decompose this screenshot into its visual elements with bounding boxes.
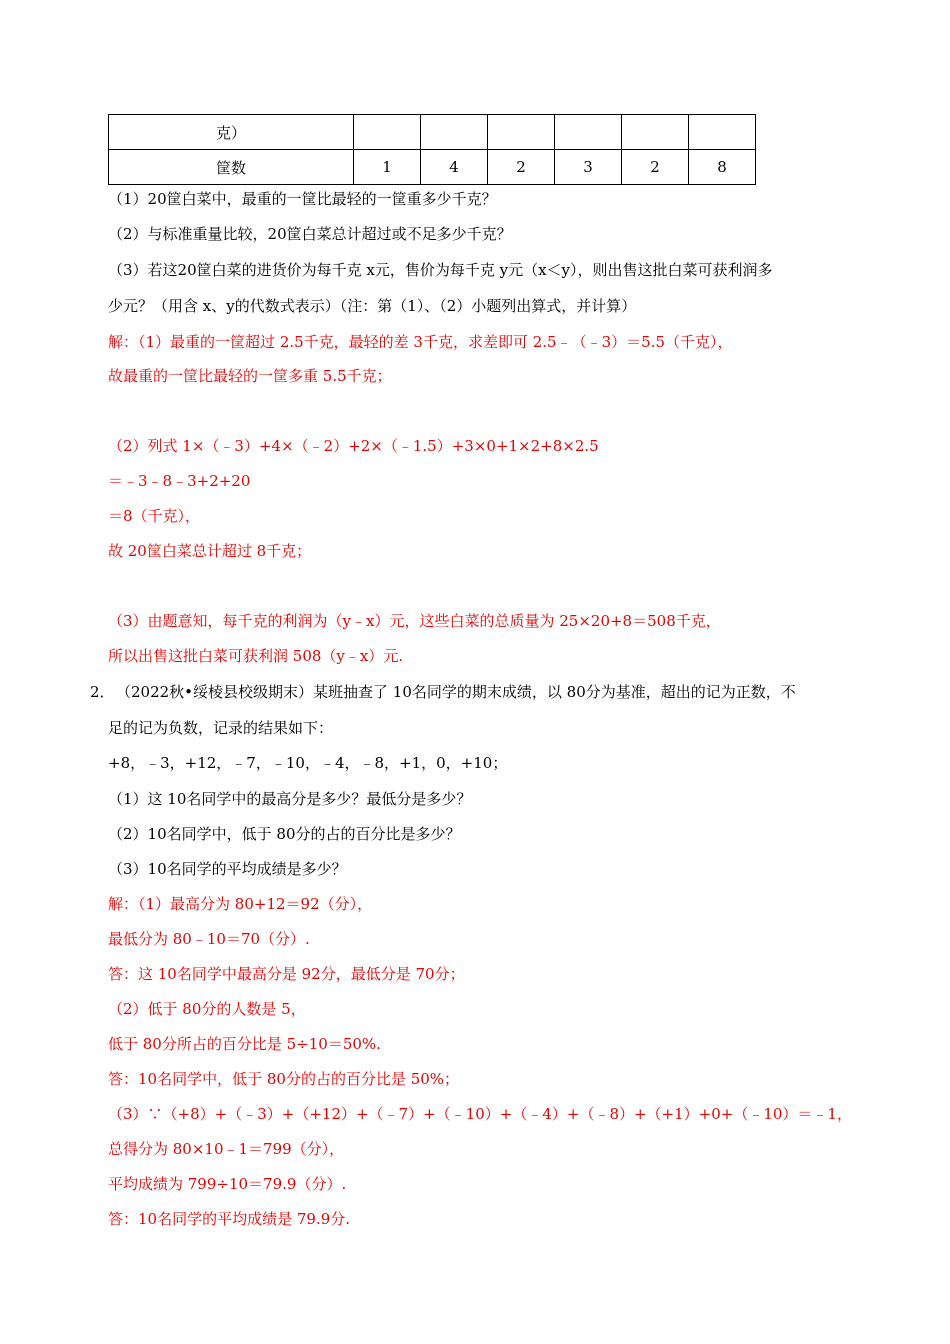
table-cell: 3 bbox=[555, 150, 622, 185]
q1-solution-line: ＝﹣3﹣8﹣3+2+20 bbox=[108, 472, 251, 490]
q1-solution-line: （2）列式 1×（﹣3）+4×（﹣2）+2×（﹣1.5）+3×0+1×2+8×2.5 bbox=[108, 437, 599, 455]
q1-subquestion-3: （3）若这20筐白菜的进货价为每千克 x元，售价为每千克 y元（x＜y），则出售这批白菜可获利润多 bbox=[108, 261, 773, 279]
q1-solution-line: 解：（1）最重的一筐超过 2.5千克，最轻的差 3千克，求差即可 2.5﹣（﹣3）＝5.5（千克）， bbox=[108, 333, 733, 351]
table-cell bbox=[421, 115, 488, 150]
q2-subquestion-2: （2）10名同学中，低于 80分的占的百分比是多少？ bbox=[108, 825, 461, 843]
table-cell: 2 bbox=[488, 150, 555, 185]
q1-solution-line: 所以出售这批白菜可获利润 508（y﹣x）元. bbox=[108, 647, 404, 665]
q2-solution-line: 答：10名同学的平均成绩是 79.9分. bbox=[108, 1210, 351, 1228]
q2-solution-line: 解：（1）最高分为 80+12＝92（分）， bbox=[108, 895, 373, 913]
table-cell: 2 bbox=[622, 150, 689, 185]
table-row-label: 筐数 bbox=[109, 150, 354, 185]
table-cell bbox=[622, 115, 689, 150]
table-cell bbox=[354, 115, 421, 150]
q2-stem-cont: 足的记为负数，记录的结果如下： bbox=[108, 719, 334, 737]
q2-solution-line: 低于 80分所占的百分比是 5÷10＝50%. bbox=[108, 1035, 381, 1053]
q2-solution-line: 总得分为 80×10﹣1＝799（分）， bbox=[108, 1140, 345, 1158]
question-number: 2． bbox=[90, 683, 115, 701]
table-row-label: 克） bbox=[109, 115, 354, 150]
table-cell bbox=[488, 115, 555, 150]
table-cell: 1 bbox=[354, 150, 421, 185]
q2-subquestion-3: （3）10名同学的平均成绩是多少？ bbox=[108, 860, 347, 878]
q1-subquestion-1: （1）20筐白菜中，最重的一筐比最轻的一筐重多少千克？ bbox=[108, 190, 497, 208]
q2-subquestion-1: （1）这 10名同学中的最高分是多少？最低分是多少？ bbox=[108, 790, 472, 808]
q2-solution-line: 答：这 10名同学中最高分是 92分，最低分是 70分； bbox=[108, 965, 465, 983]
q2-stem: （2022秋•绥棱县校级期末）某班抽查了 10名同学的期末成绩，以 80分为基准，超出的记为正数，不 bbox=[116, 683, 796, 701]
table-cell: 4 bbox=[421, 150, 488, 185]
table-row bbox=[109, 115, 756, 150]
q2-data: +8，﹣3，+12，﹣7，﹣10，﹣4，﹣8，+1，0，+10； bbox=[108, 754, 508, 772]
q2-solution-line: 答：10名同学中，低于 80分的占的百分比是 50%； bbox=[108, 1070, 460, 1088]
q2-solution-line: 平均成绩为 799÷10＝79.9（分）. bbox=[108, 1175, 347, 1193]
q1-solution-line: ＝8（千克）， bbox=[108, 507, 201, 525]
table-row bbox=[109, 150, 756, 185]
table-cell bbox=[555, 115, 622, 150]
q2-solution-line: 最低分为 80﹣10＝70（分）. bbox=[108, 930, 310, 948]
q1-solution-line: 故 20筐白菜总计超过 8千克； bbox=[108, 542, 312, 560]
q1-subquestion-2: （2）与标准重量比较，20筐白菜总计超过或不足多少千克？ bbox=[108, 225, 512, 243]
weight-table bbox=[108, 114, 756, 185]
table-cell bbox=[689, 115, 756, 150]
table-cell: 8 bbox=[689, 150, 756, 185]
q2-solution-line: （2）低于 80分的人数是 5， bbox=[108, 1000, 306, 1018]
q1-solution-line: 故最重的一筐比最轻的一筐多重 5.5千克； bbox=[108, 367, 392, 385]
q1-solution-line: （3）由题意知，每千克的利润为（y﹣x）元，这些白菜的总质量为 25×20+8＝508千克， bbox=[108, 612, 721, 630]
q1-subquestion-3-cont: 少元？（用含 x、y的代数式表示）（注：第（1）、（2）小题列出算式，并计算） bbox=[108, 297, 637, 315]
q2-solution-line: （3）∵（+8）+（﹣3）+（+12）+（﹣7）+（﹣10）+（﹣4）+（﹣8）+（+1）+0+（﹣10）＝﹣1， bbox=[108, 1105, 852, 1123]
